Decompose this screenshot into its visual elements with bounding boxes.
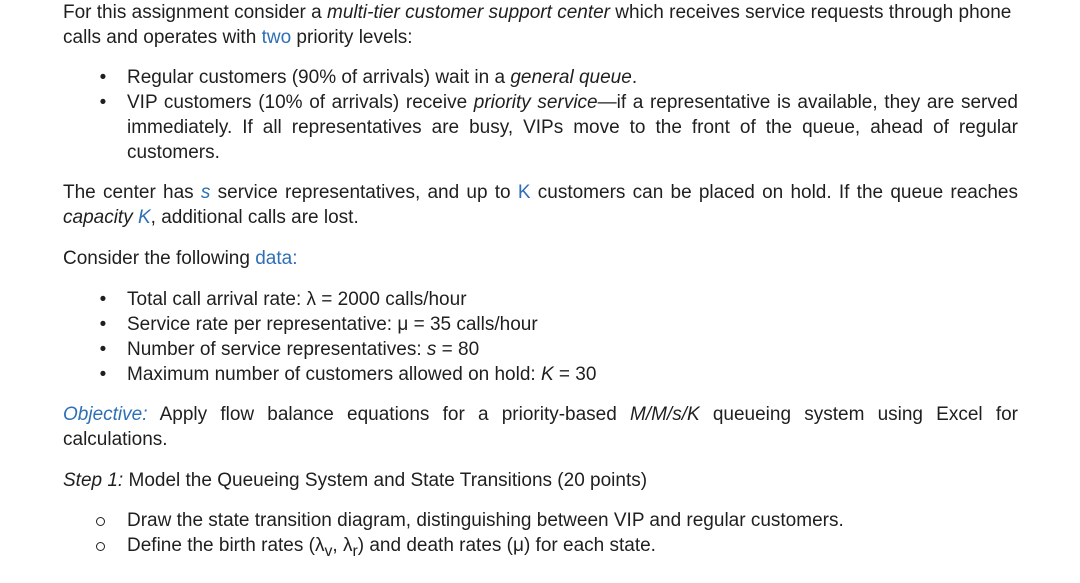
bullet-icon: •	[99, 339, 107, 360]
item-text: , λ	[332, 535, 353, 556]
list-item	[63, 287, 1018, 312]
list-item	[63, 65, 1018, 90]
step1-label: Step 1:	[63, 470, 124, 491]
objective-text: Apply flow balance equations for a priority-based	[147, 404, 630, 425]
consider-highlight: data:	[255, 248, 298, 269]
center-text: , additional calls are lost.	[150, 207, 359, 228]
objective-label: Objective:	[63, 404, 148, 425]
bullet-icon: •	[99, 289, 107, 310]
consider-paragraph	[63, 246, 1018, 271]
item-text: = 80	[436, 339, 480, 360]
center-text: The center has	[63, 182, 201, 203]
center-text: customers can be placed on hold. If the queue reaches	[530, 182, 1018, 203]
subscript-v: v	[324, 542, 333, 560]
bullet-icon: •	[99, 314, 107, 335]
var-k: K	[517, 182, 531, 203]
var-s: s	[200, 182, 211, 203]
item-text: Service rate per representative: μ = 35 calls/hour	[127, 314, 538, 335]
step1-list	[63, 508, 1018, 564]
customer-types-list	[63, 65, 1018, 165]
var-k: K	[137, 207, 151, 228]
center-text: service representatives, and up to	[210, 182, 518, 203]
item-text: —if a representative is available, they are served immediately. If all representatives are busy, VIPs move to the front of the queue, ahead of regular customers.	[127, 92, 1018, 163]
objective-model: M/M/s/K	[630, 404, 700, 425]
item-text: .	[631, 67, 638, 88]
intro-paragraph	[63, 0, 1018, 50]
intro-highlight-two: two	[261, 27, 292, 48]
data-list	[63, 287, 1018, 387]
intro-text-1: For this assignment consider a	[63, 2, 328, 23]
step1-heading	[63, 468, 1018, 493]
list-item	[63, 312, 1018, 337]
bullet-icon: •	[99, 67, 107, 88]
bullet-icon: •	[99, 92, 107, 113]
circle-bullet-icon	[96, 517, 105, 526]
item-text: VIP customers (10% of arrivals) receive	[127, 92, 474, 113]
center-paragraph	[63, 180, 1018, 230]
intro-emphasis: multi-tier customer support center	[327, 2, 611, 23]
consider-text: Consider the following	[63, 248, 256, 269]
intro-text-2: which receives service requests through phone calls and operates with	[63, 2, 1012, 48]
item-emphasis: priority service	[473, 92, 598, 113]
center-emphasis: capacity	[63, 207, 133, 228]
step1-title: Model the Queueing System and State Transitions (20 points)	[123, 470, 648, 491]
item-text: Number of service representatives:	[127, 339, 427, 360]
item-text: Total call arrival rate: λ = 2000 calls/hour	[127, 289, 467, 310]
objective-text: queueing system using Excel for calculations.	[63, 404, 1018, 450]
item-text: Maximum number of customers allowed on hold:	[127, 364, 541, 385]
objective-paragraph	[63, 402, 1018, 452]
var-k: K	[540, 364, 554, 385]
list-item	[63, 90, 1018, 165]
item-text: Define the birth rates (λ	[127, 535, 325, 556]
subscript-r: r	[352, 542, 358, 560]
list-item	[63, 508, 1018, 533]
assignment-content	[63, 0, 1018, 564]
item-text: ) and death rates (μ) for each state.	[357, 535, 656, 556]
list-item	[63, 337, 1018, 362]
item-text: = 30	[553, 364, 597, 385]
list-item	[63, 533, 1018, 564]
list-item	[63, 362, 1018, 387]
bullet-icon: •	[99, 364, 107, 385]
item-emphasis: general queue	[510, 67, 632, 88]
circle-bullet-icon	[96, 542, 105, 551]
var-s: s	[426, 339, 437, 360]
item-text: Regular customers (90% of arrivals) wait in a	[127, 67, 511, 88]
intro-text-3: priority levels:	[291, 27, 413, 48]
item-text: Draw the state transition diagram, distinguishing between VIP and regular customers.	[127, 510, 844, 531]
